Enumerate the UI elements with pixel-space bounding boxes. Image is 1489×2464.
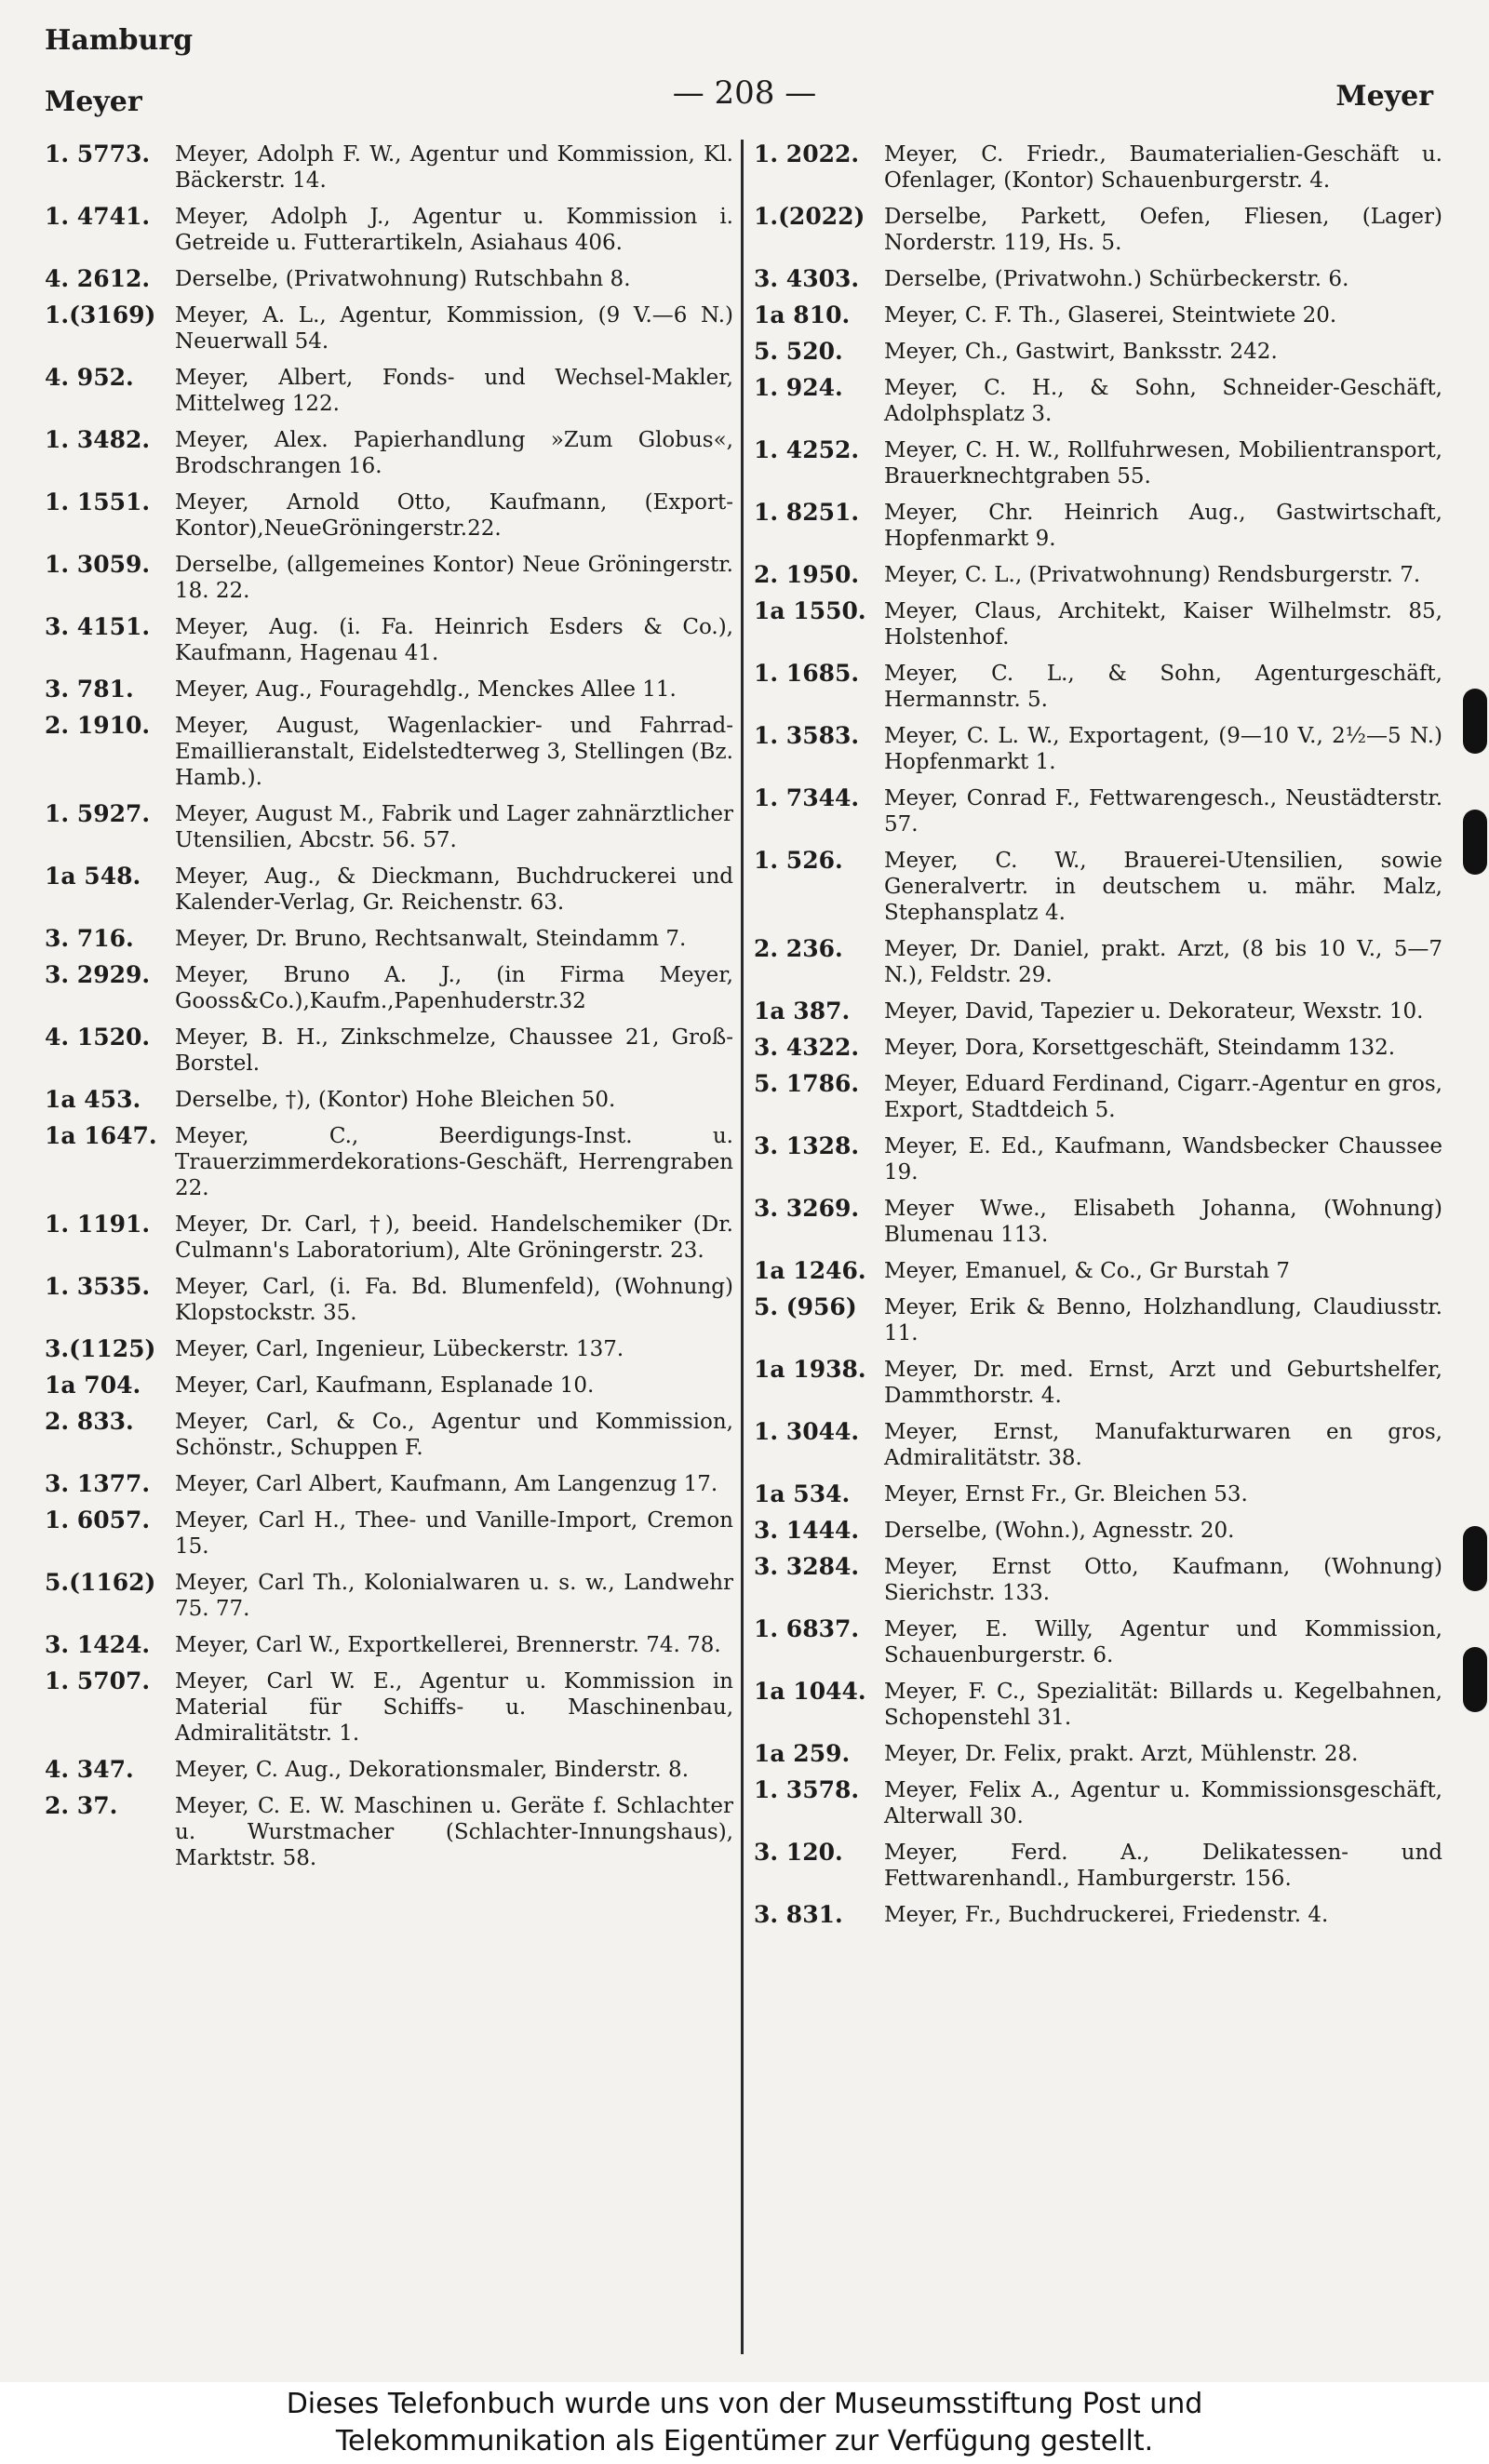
directory-entry [45, 489, 733, 542]
phone-number: 1. 526. [754, 848, 843, 874]
page-number: — 208 — [672, 74, 817, 112]
phone-number: 3. 2929. [45, 962, 151, 988]
phone-number: 1a 1938. [754, 1357, 866, 1383]
entry-text: Meyer, F. C., Spezialität: Billards u. Kegelbahnen, Schopenstehl 31. [884, 1680, 1442, 1730]
entry-text: Meyer, Dr. Carl, †), beeid. Handelschemiker (Dr. Culmann's Laboratorium), Alte Gröningerstr. 23. [175, 1212, 733, 1263]
phone-number: 1a 259. [754, 1741, 851, 1767]
phone-number: 3. 1377. [45, 1471, 151, 1497]
directory-entry [754, 562, 1442, 588]
entry-text: Meyer, Adolph J., Agentur u. Kommission i. Getreide u. Futterartikeln, Asiahaus 406. [175, 205, 733, 255]
phone-number: 4. 952. [45, 365, 134, 391]
entry-text: Meyer, Emanuel, & Co., Gr Burstah 7 [884, 1259, 1291, 1283]
phone-number: 2. 1910. [45, 713, 151, 739]
phone-number: 4. 347. [45, 1757, 134, 1783]
entry-text: Derselbe, (Privatwohn.) Schürbeckerstr. 6. [884, 267, 1349, 291]
phone-number: 3. 1444. [754, 1518, 860, 1544]
directory-entry [45, 962, 733, 1014]
directory-entry [45, 1793, 733, 1871]
phone-number: 1a 1044. [754, 1679, 866, 1705]
entry-text: Meyer, Felix A., Agentur u. Kommissionsgeschäft, Alterwall 30. [884, 1778, 1442, 1828]
directory-entry [45, 1570, 733, 1622]
entry-text: Meyer, Dr. Bruno, Rechtsanwalt, Steindamm 7. [175, 927, 687, 951]
entry-text: Meyer, Dora, Korsettgeschäft, Steindamm 132. [884, 1036, 1396, 1060]
header-city: Hamburg [45, 24, 194, 57]
phone-number: 3. 1328. [754, 1133, 860, 1159]
phone-number: 1. 3535. [45, 1274, 151, 1300]
phone-number: 1.(2022) [754, 204, 865, 230]
entry-text: Meyer, C. H., & Sohn, Schneider-Geschäft, Adolphsplatz 3. [884, 376, 1442, 426]
directory-entry [45, 552, 733, 604]
entry-text: Meyer, David, Tapezier u. Dekorateur, Wexstr. 10. [884, 999, 1424, 1024]
phone-number: 1. 4252. [754, 437, 860, 463]
binding-hole [1463, 1647, 1487, 1712]
entry-text: Meyer, Dr. Daniel, prakt. Arzt, (8 bis 10 V., 5—7 N.), Feldstr. 29. [884, 937, 1442, 987]
entry-text: Meyer, E. Ed., Kaufmann, Wandsbecker Chaussee 19. [884, 1134, 1442, 1185]
directory-entry [754, 998, 1442, 1024]
entry-text: Meyer, C. E. W. Maschinen u. Geräte f. Schlachter u. Wurstmacher (Schlachter-Innungshaus), Marktstr. 58. [175, 1794, 733, 1870]
directory-entry [45, 713, 733, 791]
entry-text: Meyer, Carl, Kaufmann, Esplanade 10. [175, 1373, 595, 1398]
entry-text: Meyer, C. Friedr., Baumaterialien-Geschäft u. Ofenlager, (Kontor) Schauenburgerstr. 4. [884, 142, 1442, 193]
phone-number: 1. 1551. [45, 489, 151, 516]
directory-entry [754, 723, 1442, 775]
directory-entry [45, 427, 733, 479]
directory-entry [45, 266, 733, 292]
entry-text: Meyer, Alex. Papierhandlung »Zum Globus«, Brodschrangen 16. [175, 428, 733, 478]
phone-number: 1. 4741. [45, 204, 151, 230]
phone-number: 1. 2022. [754, 141, 860, 167]
directory-entry [754, 785, 1442, 837]
footer-line-2: Telekommunikation als Eigentümer zur Verfügung gestellt. [335, 2425, 1154, 2457]
entry-text: Meyer, Dr. Felix, prakt. Arzt, Mühlenstr. 28. [884, 1742, 1359, 1766]
directory-entry [754, 1554, 1442, 1606]
footer-line-1: Dieses Telefonbuch wurde uns von der Museumsstiftung Post und [286, 2388, 1203, 2420]
directory-entry [754, 1616, 1442, 1668]
phone-number: 5. 1786. [754, 1071, 860, 1097]
directory-entry [754, 1196, 1442, 1248]
entry-text: Meyer, Carl, Ingenieur, Lübeckerstr. 137. [175, 1337, 624, 1361]
directory-entry [45, 1123, 733, 1201]
phone-number: 3. 1424. [45, 1632, 151, 1658]
phone-number: 1. 3578. [754, 1777, 860, 1803]
directory-entry [45, 864, 733, 916]
phone-number: 1. 6837. [754, 1616, 860, 1642]
entry-text: Meyer, Claus, Architekt, Kaiser Wilhelmstr. 85, Holstenhof. [884, 599, 1442, 649]
column-divider [741, 140, 744, 2354]
phone-number: 5. 520. [754, 339, 843, 365]
phone-number: 1. 924. [754, 375, 843, 401]
entry-text: Meyer, Ferd. A., Delikatessen- und Fettwarenhandl., Hamburgerstr. 156. [884, 1841, 1442, 1891]
entry-text: Meyer, Carl W., Exportkellerei, Brennerstr. 74. 78. [175, 1633, 721, 1657]
phone-number: 1. 5773. [45, 141, 151, 167]
phone-number: 1a 810. [754, 302, 851, 328]
entry-text: Meyer, C., Beerdigungs-Inst. u. Trauerzimmerdekorations-Geschäft, Herrengraben 22. [175, 1124, 733, 1200]
directory-entry [754, 437, 1442, 489]
phone-number: 1. 1191. [45, 1212, 151, 1238]
directory-entry [45, 365, 733, 417]
phone-number: 3. 120. [754, 1840, 843, 1866]
phone-number: 1a 453. [45, 1087, 141, 1113]
directory-entry [754, 1357, 1442, 1409]
entry-text: Meyer, Chr. Heinrich Aug., Gastwirtschaft, Hopfenmarkt 9. [884, 501, 1442, 551]
directory-entry [754, 1902, 1442, 1928]
directory-entry [754, 1419, 1442, 1471]
directory-entry [754, 1840, 1442, 1892]
entry-text: Derselbe, Parkett, Oefen, Fliesen, (Lager) Norderstr. 119, Hs. 5. [884, 205, 1442, 255]
header-right-name: Meyer [1335, 80, 1433, 113]
phone-number: 1a 704. [45, 1373, 141, 1399]
entry-text: Meyer, Carl, & Co., Agentur und Kommission, Schönstr., Schuppen F. [175, 1410, 733, 1460]
phone-number: 1. 3482. [45, 427, 151, 453]
phone-number: 1a 387. [754, 998, 851, 1024]
entry-text: Meyer, Arnold Otto, Kaufmann, (Export-Kontor),NeueGröningerstr.22. [175, 490, 733, 541]
phone-number: 1. 6057. [45, 1507, 151, 1533]
phone-number: 3. 4151. [45, 614, 151, 640]
entry-text: Meyer, C. W., Brauerei-Utensilien, sowie Generalvertr. in deutschem u. mähr. Malz, Stephansplatz 4. [884, 849, 1442, 925]
entry-text: Meyer, Albert, Fonds- und Wechsel-Makler, Mittelweg 122. [175, 366, 733, 416]
phone-number: 1. 3583. [754, 723, 860, 749]
entry-text: Meyer, C. L., & Sohn, Agenturgeschäft, Hermannstr. 5. [884, 662, 1442, 712]
phone-number: 4. 1520. [45, 1024, 151, 1051]
phone-number: 1. 1685. [754, 661, 860, 687]
phone-number: 3. 3284. [754, 1554, 860, 1580]
entry-text: Meyer, C. Aug., Dekorationsmaler, Binderstr. 8. [175, 1758, 689, 1782]
entry-text: Meyer, Aug., & Dieckmann, Buchdruckerei und Kalender-Verlag, Gr. Reichenstr. 63. [175, 864, 733, 915]
directory-entry [45, 1632, 733, 1658]
phone-number: 1. 5707. [45, 1668, 151, 1694]
directory-entry [754, 1294, 1442, 1346]
directory-entry [754, 1518, 1442, 1544]
binding-hole [1463, 689, 1487, 754]
entry-text: Meyer, Fr., Buchdruckerei, Friedenstr. 4. [884, 1903, 1329, 1927]
header-left-name: Meyer [45, 86, 142, 118]
directory-entry [754, 266, 1442, 292]
directory-entry [45, 1336, 733, 1362]
entry-text: Meyer, A. L., Agentur, Kommission, (9 V.—6 N.) Neuerwall 54. [175, 303, 733, 354]
entry-text: Meyer, Ernst Fr., Gr. Bleichen 53. [884, 1482, 1248, 1507]
entry-text: Meyer, Aug. (i. Fa. Heinrich Esders & Co.), Kaufmann, Hagenau 41. [175, 615, 733, 665]
phone-number: 4. 2612. [45, 266, 151, 292]
phone-number: 3. 4322. [754, 1035, 860, 1061]
phone-number: 5.(1162) [45, 1570, 156, 1596]
entry-text: Meyer, C. F. Th., Glaserei, Steintwiete 20. [884, 303, 1337, 328]
entry-text: Meyer, Aug., Fouragehdlg., Menckes Allee 11. [175, 677, 677, 702]
directory-entry [45, 1668, 733, 1747]
phone-number: 1a 1550. [754, 598, 866, 624]
phone-number: 3. 3269. [754, 1196, 860, 1222]
phone-number: 1. 5927. [45, 801, 151, 827]
entry-text: Meyer, Carl Albert, Kaufmann, Am Langenzug 17. [175, 1472, 718, 1496]
phone-number: 5. (956) [754, 1294, 857, 1320]
directory-entry [754, 1071, 1442, 1123]
directory-entry [754, 141, 1442, 194]
directory-entry [754, 1035, 1442, 1061]
entry-text: Meyer, Ernst, Manufakturwaren en gros, Admiralitätstr. 38. [884, 1420, 1442, 1470]
phone-number: 1a 548. [45, 864, 141, 890]
directory-entry [754, 661, 1442, 713]
phone-number: 2. 1950. [754, 562, 860, 588]
phone-number: 3. 831. [754, 1902, 843, 1928]
entry-text: Derselbe, (allgemeines Kontor) Neue Gröningerstr. 18. 22. [175, 553, 733, 603]
entry-text: Meyer, Carl, (i. Fa. Bd. Blumenfeld), (Wohnung) Klopstockstr. 35. [175, 1275, 733, 1325]
directory-entry [754, 204, 1442, 256]
directory-entry [754, 1777, 1442, 1829]
directory-entry [754, 375, 1442, 427]
phone-number: 2. 833. [45, 1409, 134, 1435]
entry-text: Meyer, August, Wagenlackier- und Fahrrad-Emaillieranstalt, Eidelstedterweg 3, Stellingen (Bz. Hamb.). [175, 714, 733, 790]
entry-text: Meyer, Adolph F. W., Agentur und Kommission, Kl. Bäckerstr. 14. [175, 142, 733, 193]
directory-entry [45, 614, 733, 666]
directory-entry [45, 1373, 733, 1399]
entry-text: Meyer, B. H., Zinkschmelze, Chaussee 21, Groß-Borstel. [175, 1025, 733, 1076]
directory-entry [45, 1024, 733, 1077]
entry-text: Meyer, Dr. med. Ernst, Arzt und Geburtshelfer, Dammthorstr. 4. [884, 1358, 1442, 1408]
entry-text: Meyer, Carl W. E., Agentur u. Kommission in Material für Schiffs- u. Maschinenbau, Admiralitätstr. 1. [175, 1669, 733, 1746]
entry-text: Meyer Wwe., Elisabeth Johanna, (Wohnung) Blumenau 113. [884, 1197, 1442, 1247]
entry-text: Meyer, Bruno A. J., (in Firma Meyer, Gooss&Co.),Kaufm.,Papenhuderstr.32 [175, 963, 733, 1013]
binding-holes [1461, 0, 1489, 2382]
directory-entry [754, 1679, 1442, 1731]
phone-number: 1. 3044. [754, 1419, 860, 1445]
directory-entry [45, 1087, 733, 1113]
right-column [754, 141, 1442, 1938]
entry-text: Meyer, Carl H., Thee- und Vanille-Import, Cremon 15. [175, 1508, 733, 1559]
entry-text: Meyer, Eduard Ferdinand, Cigarr.-Agentur en gros, Export, Stadtdeich 5. [884, 1072, 1442, 1122]
phone-number: 1. 7344. [754, 785, 860, 811]
directory-entry [45, 204, 733, 256]
entry-text: Meyer, E. Willy, Agentur und Kommission, Schauenburgerstr. 6. [884, 1617, 1442, 1667]
phone-number: 3.(1125) [45, 1336, 156, 1362]
entry-text: Meyer, Erik & Benno, Holzhandlung, Claudiusstr. 11. [884, 1295, 1442, 1346]
directory-entry [45, 926, 733, 952]
entry-text: Meyer, C. L. W., Exportagent, (9—10 V., 2½—5 N.) Hopfenmarkt 1. [884, 724, 1442, 774]
footer-notice [0, 2382, 1489, 2464]
directory-entry [45, 141, 733, 194]
directory-entry [754, 1258, 1442, 1284]
directory-entry [45, 676, 733, 703]
directory-entry [45, 1212, 733, 1264]
entry-text: Meyer, Conrad F., Fettwarengesch., Neustädterstr. 57. [884, 786, 1442, 837]
entry-text: Meyer, Carl Th., Kolonialwaren u. s. w., Landwehr 75. 77. [175, 1571, 733, 1621]
phone-number: 2. 37. [45, 1793, 118, 1819]
entry-text: Meyer, Ch., Gastwirt, Banksstr. 242. [884, 340, 1278, 364]
binding-hole [1463, 1526, 1487, 1591]
phone-number: 2. 236. [754, 936, 843, 962]
phone-number: 1a 534. [754, 1481, 851, 1507]
directory-entry [754, 1133, 1442, 1185]
phone-number: 1. 3059. [45, 552, 151, 578]
entry-text: Meyer, C. L., (Privatwohnung) Rendsburgerstr. 7. [884, 563, 1421, 587]
directory-entry [754, 302, 1442, 328]
entry-text: Meyer, Ernst Otto, Kaufmann, (Wohnung) Sierichstr. 133. [884, 1555, 1442, 1605]
binding-hole [1463, 810, 1487, 875]
phone-number: 1a 1647. [45, 1123, 157, 1149]
entry-text: Derselbe, †), (Kontor) Hohe Bleichen 50. [175, 1088, 616, 1112]
entry-text: Meyer, C. H. W., Rollfuhrwesen, Mobilientransport, Brauerknechtgraben 55. [884, 438, 1442, 489]
directory-entry [754, 848, 1442, 926]
directory-entry [754, 1481, 1442, 1507]
directory-entry [45, 1274, 733, 1326]
directory-entry [45, 1471, 733, 1497]
directory-entry [754, 1741, 1442, 1767]
directory-entry [45, 801, 733, 853]
phone-number: 3. 781. [45, 676, 134, 703]
left-column [45, 141, 733, 1881]
phone-number: 1a 1246. [754, 1258, 866, 1284]
directory-entry [45, 1507, 733, 1560]
directory-entry [754, 500, 1442, 552]
directory-entry [45, 302, 733, 355]
directory-entry [754, 598, 1442, 650]
directory-entry [45, 1409, 733, 1461]
phone-number: 1. 8251. [754, 500, 860, 526]
entry-text: Meyer, August M., Fabrik und Lager zahnärztlicher Utensilien, Abcstr. 56. 57. [175, 802, 733, 852]
entry-text: Derselbe, (Wohn.), Agnesstr. 20. [884, 1519, 1235, 1543]
directory-entry [754, 936, 1442, 988]
directory-entry [45, 1757, 733, 1783]
phone-number: 3. 4303. [754, 266, 860, 292]
phone-number: 1.(3169) [45, 302, 156, 328]
directory-entry [754, 339, 1442, 365]
entry-text: Derselbe, (Privatwohnung) Rutschbahn 8. [175, 267, 631, 291]
phone-number: 3. 716. [45, 926, 134, 952]
